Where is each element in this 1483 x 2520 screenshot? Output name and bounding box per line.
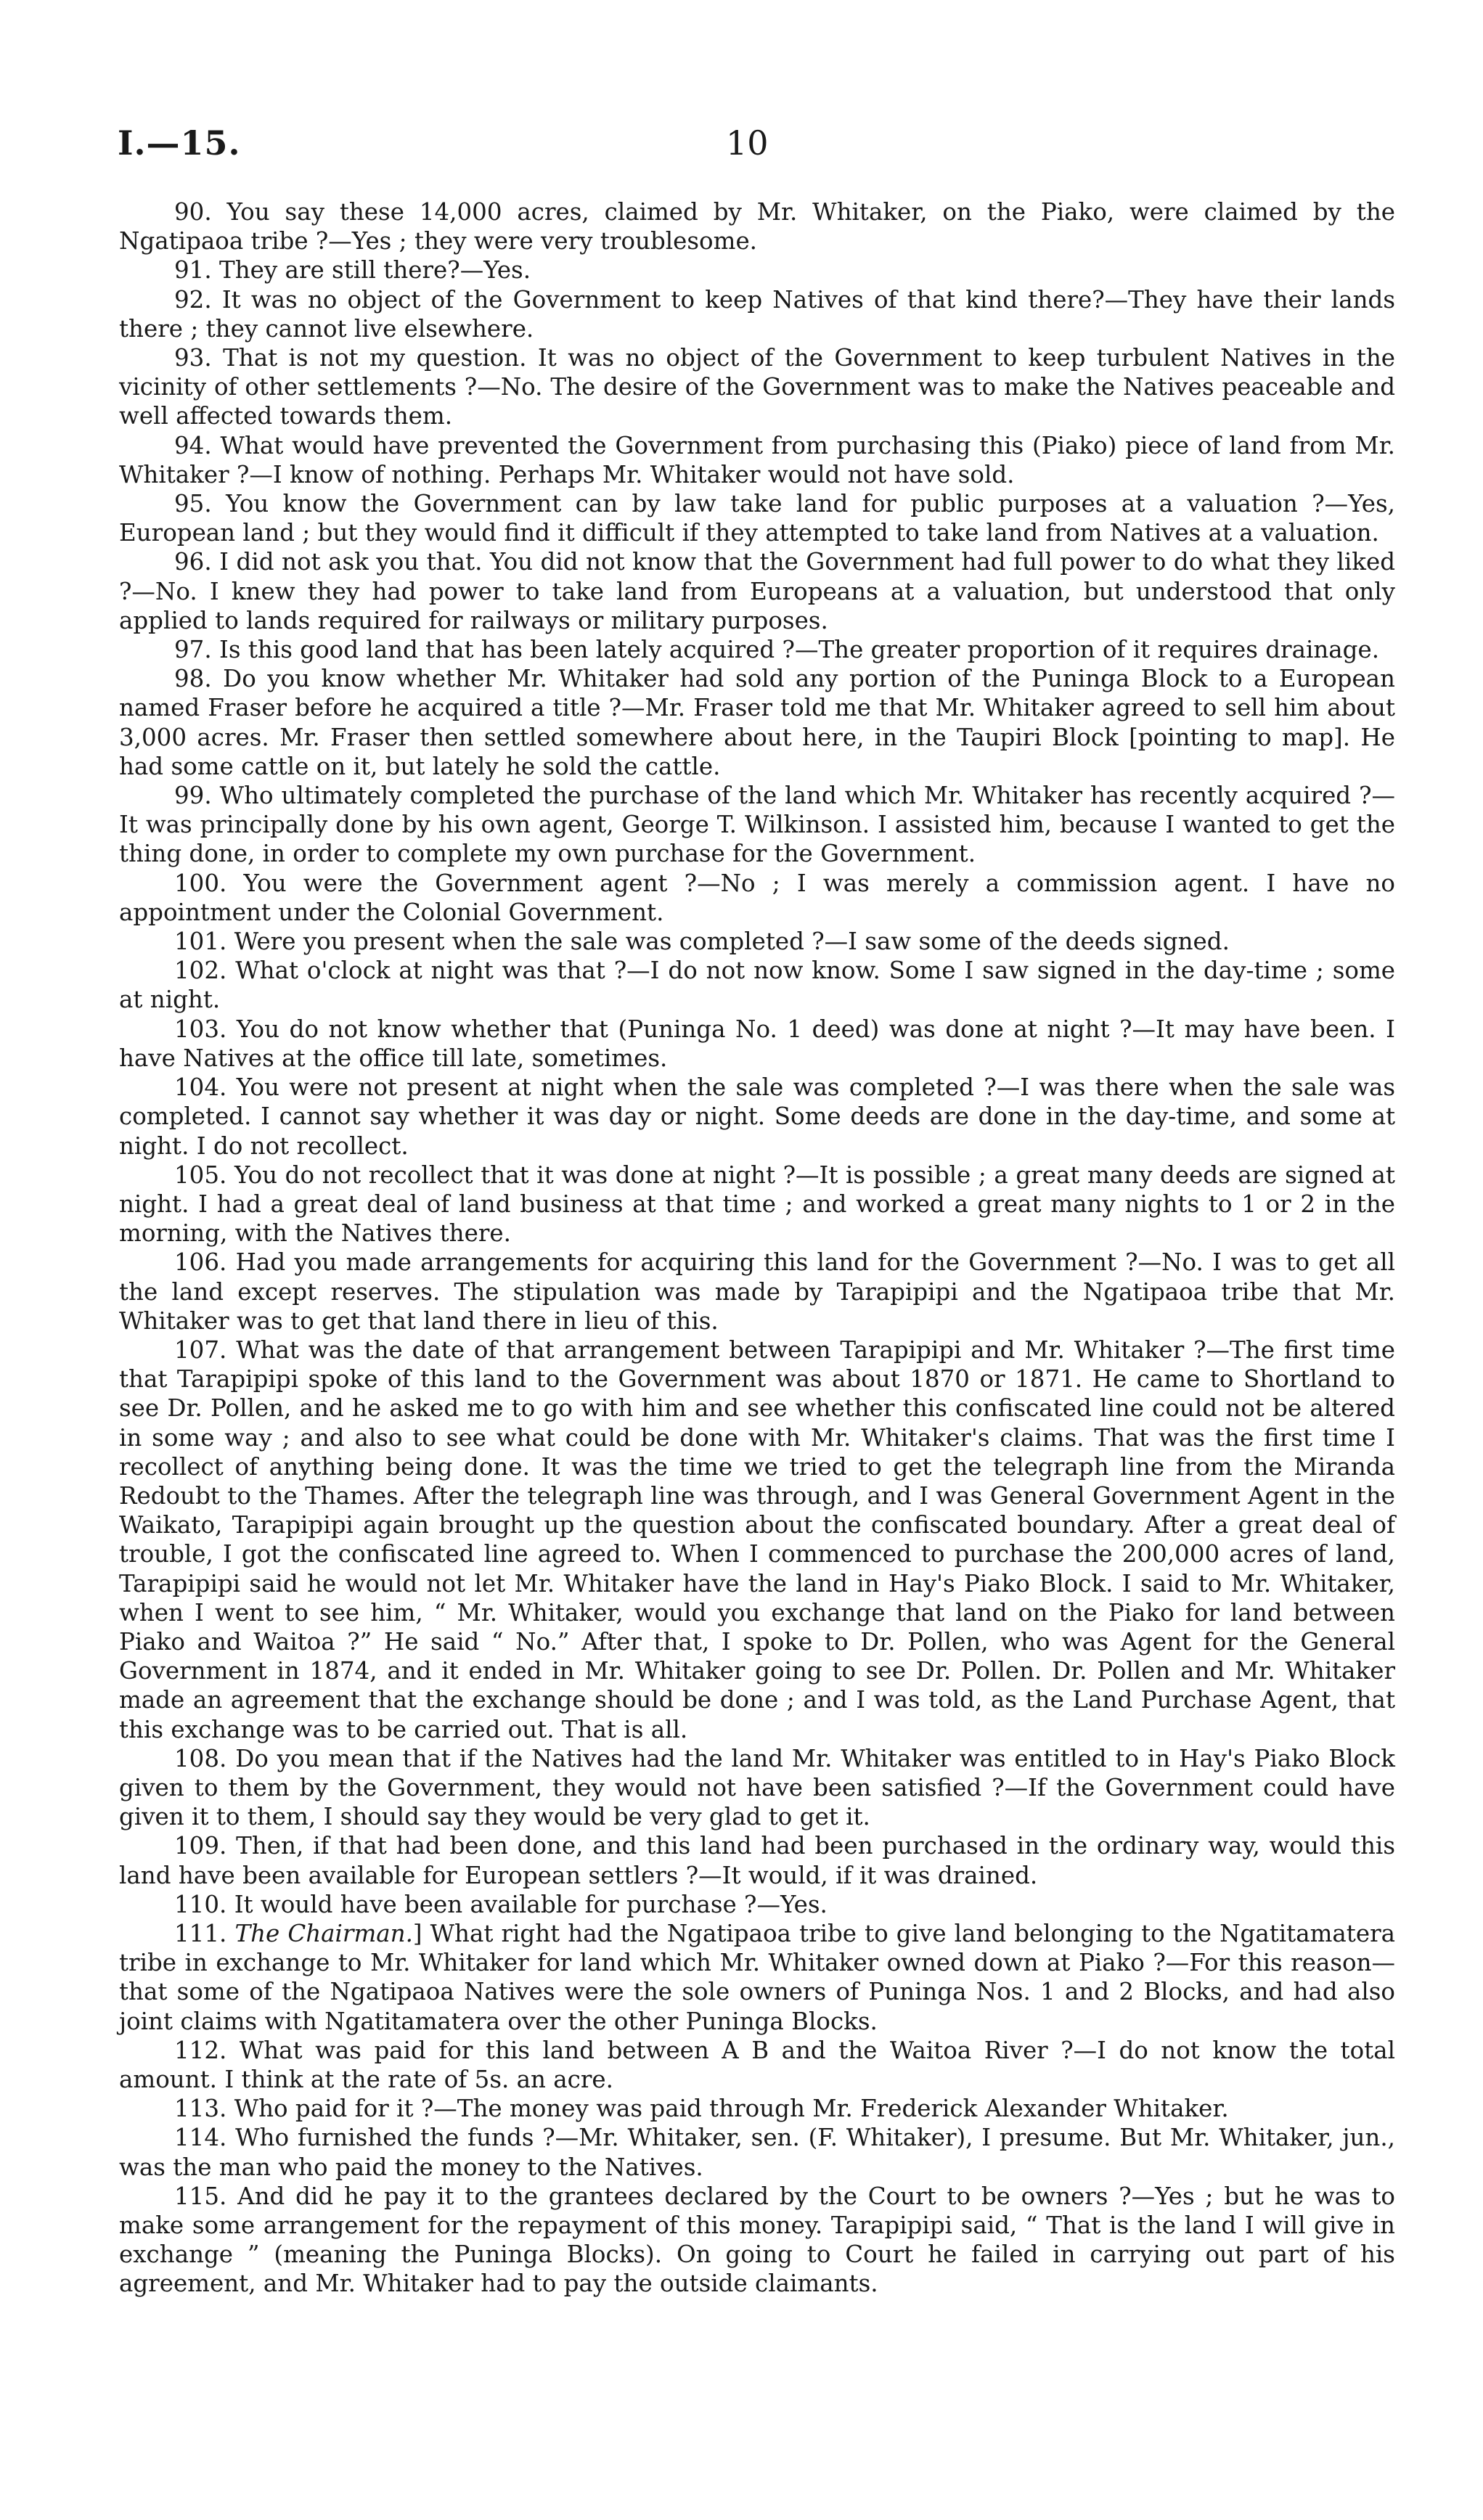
paragraph-113: 113. Who paid for it ?—The money was paid through Mr. Frederick Alexander Whitaker. bbox=[174, 2095, 1229, 2123]
document-reference: I.—15. bbox=[118, 123, 241, 163]
paragraph-92: 92. It was no object of the Government to keep Natives of that kind there?—They have their lands there ; they cannot live elsewhere. bbox=[119, 285, 1395, 343]
paragraph-111-text: ] What right had the Ngatipaoa tribe to give land belonging to the Ngatitamatera tribe in exchange to Mr. Whitaker for land which Mr. Whitaker owned down at Piako ?—For this reason—that some of the Ngatipaoa Natives were the sole owners of Puninga Nos. 1 and 2 Blocks, and had also joint claims with Ngatitamatera over the other Puninga Blocks. bbox=[119, 1919, 1395, 2035]
paragraph-115: 115. And did he pay it to the grantees declared by the Court to be owners ?—Yes ; but he was to make some arrangement for the repayment of this money. Tarapipipi said, “ That is the land I will give in exchange ” (meaning the Puninga Blocks). On going to Court he failed in carrying out part of his agreement, and Mr. Whitaker had to pay the outside claimants. bbox=[119, 2182, 1395, 2298]
paragraph-94: 94. What would have prevented the Government from purchasing this (Piako) piece of land from Mr. Whitaker ?—I know of nothing. Perhaps Mr. Whitaker would not have sold. bbox=[119, 431, 1395, 488]
paragraph-103: 103. You do not know whether that (Puninga No. 1 deed) was done at night ?—It may have been. I have Natives at the office till late, sometimes. bbox=[119, 1015, 1395, 1072]
paragraph-104: 104. You were not present at night when the sale was completed ?—I was there when the sale was completed. I cannot say whether it was day or night. Some deeds are done in the day-time, and some at night. I do not recollect. bbox=[119, 1073, 1395, 1160]
speaker-label: The Chairman. bbox=[234, 1919, 413, 1947]
paragraph-111 bbox=[119, 1919, 1395, 2036]
paragraph-97: 97. Is this good land that has been lately acquired ?—The greater proportion of it requires drainage. bbox=[174, 636, 1380, 664]
paragraph-110: 110. It would have been available for purchase ?—Yes. bbox=[174, 1890, 828, 1918]
paragraph-102: 102. What o'clock at night was that ?—I do not now know. Some I saw signed in the day-time ; some at night. bbox=[119, 957, 1395, 1014]
paragraph-106: 106. Had you made arrangements for acquiring this land for the Government ?—No. I was to get all the land except reserves. The stipulation was made by Tarapipipi and the Ngatipaoa tribe that Mr. Whitaker was to get that land there in lieu of this. bbox=[119, 1248, 1395, 1335]
paragraph-99: 99. Who ultimately completed the purchase of the land which Mr. Whitaker has recently acquired ?—It was principally done by his own agent, George T. Wilkinson. I assisted him, because I wanted to get the thing done, in order to complete my own purchase for the Government. bbox=[119, 782, 1395, 868]
paragraph-111-number: 111. bbox=[174, 1919, 227, 1947]
paragraph-105: 105. You do not recollect that it was done at night ?—It is possible ; a great many deeds are signed at night. I had a great deal of land business at that time ; and worked a great many nights to 1 or 2 in the morning, with the Natives there. bbox=[119, 1161, 1395, 1248]
paragraph-114: 114. Who furnished the funds ?—Mr. Whitaker, sen. (F. Whitaker), I presume. But Mr. Whitaker, jun., was the man who paid the money to the Natives. bbox=[119, 2124, 1395, 2181]
paragraph-98: 98. Do you know whether Mr. Whitaker had sold any portion of the Puninga Block to a European named Fraser before he acquired a title ?—Mr. Fraser told me that Mr. Whitaker agreed to sell him about 3,000 acres. Mr. Fraser then settled somewhere about here, in the Taupiri Block [pointing to map]. He had some cattle on it, but lately he sold the cattle. bbox=[119, 665, 1395, 780]
paragraph-93: 93. That is not my question. It was no object of the Government to keep turbulent Natives in the vicinity of other settlements ?—No. The desire of the Government was to make the Natives peaceable and well affected towards them. bbox=[119, 344, 1395, 430]
page-number: 10 bbox=[726, 123, 769, 163]
paragraph-112: 112. What was paid for this land between A B and the Waitoa River ?—I do not know the total amount. I think at the rate of 5s. an acre. bbox=[119, 2036, 1395, 2093]
paragraph-101: 101. Were you present when the sale was completed ?—I saw some of the deeds signed. bbox=[174, 928, 1230, 956]
paragraph-95: 95. You know the Government can by law take land for public purposes at a valuation ?—Yes, European land ; but they would find it difficult if they attempted to take land from Natives at a valuation. bbox=[119, 490, 1395, 547]
paragraph-100: 100. You were the Government agent ?—No ; I was merely a commission agent. I have no appointment under the Colonial Government. bbox=[119, 869, 1395, 926]
paragraph-108: 108. Do you mean that if the Natives had the land Mr. Whitaker was entitled to in Hay's Piako Block given to them by the Government, they would not have been satisfied ?—If the Government could have given it to them, I should say they would be very glad to get it. bbox=[119, 1744, 1395, 1831]
document-body bbox=[119, 197, 1395, 2299]
paragraph-90: 90. You say these 14,000 acres, claimed by Mr. Whitaker, on the Piako, were claimed by the Ngatipaoa tribe ?—Yes ; they were very troublesome. bbox=[119, 198, 1395, 255]
paragraph-91: 91. They are still there?—Yes. bbox=[174, 256, 531, 285]
paragraph-109: 109. Then, if that had been done, and this land had been purchased in the ordinary way, would this land have been available for European settlers ?—It would, if it was drained. bbox=[119, 1832, 1395, 1889]
paragraph-107: 107. What was the date of that arrangement between Tarapipipi and Mr. Whitaker ?—The first time that Tarapipipi spoke of this land to the Government was about 1870 or 1871. He came to Shortland to see Dr. Pollen, and he asked me to go with him and see whether this confiscated line could not be altered in some way ; and also to see what could be done with Mr. Whitaker's claims. That was the first time I recollect of anything being done. It was the time we tried to get the telegraph line from the Miranda Redoubt to the Thames. After the telegraph line was through, and I was General Government Agent in the Waikato, Tarapipipi again brought up the question about the confiscated boundary. After a great deal of trouble, I got the confiscated line agreed to. When I commenced to purchase the 200,000 acres of land, Tarapipipi said he would not let Mr. Whitaker have the land in Hay's Piako Block. I said to Mr. Whitaker, when I went to see him, “ Mr. Whitaker, would you exchange that land on the Piako for land between Piako and Waitoa ?” He said “ No.” After that, I spoke to Dr. Pollen, who was Agent for the General Government in 1874, and it ended in Mr. Whitaker going to see Dr. Pollen. Dr. Pollen and Mr. Whitaker made an agreement that the exchange should be done ; and I was told, as the Land Purchase Agent, that this exchange was to be carried out. That is all. bbox=[119, 1335, 1395, 1743]
paragraph-96: 96. I did not ask you that. You did not know that the Government had full power to do what they liked ?—No. I knew they had power to take land from Europeans at a valuation, but understood that only applied to lands required for railways or military purposes. bbox=[119, 548, 1395, 634]
